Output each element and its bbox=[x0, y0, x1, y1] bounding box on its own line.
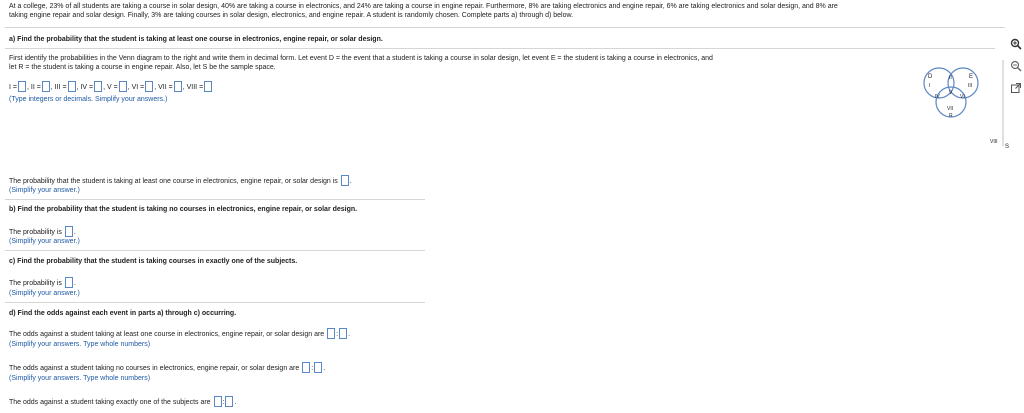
part-d-odds-2-text: The odds against a student taking no courses in electronics, engine repair, or solar design are bbox=[9, 365, 300, 372]
divider bbox=[5, 250, 425, 251]
venn-label-d: D bbox=[928, 74, 933, 80]
region-iii-label: , III = bbox=[50, 84, 67, 91]
part-d-heading: d) Find the odds against each event in parts a) through c) occurring. bbox=[9, 310, 237, 317]
odds-colon: : bbox=[336, 331, 339, 338]
region-i-input[interactable] bbox=[18, 81, 26, 92]
part-a-result-text: The probability that the student is taking at least one course in electronics, engine repair, or solar design is bbox=[9, 178, 338, 185]
venn-region-vi: VI bbox=[960, 94, 965, 100]
venn-label-s: S bbox=[1005, 144, 1010, 150]
venn-region-i: I bbox=[929, 83, 931, 89]
divider bbox=[5, 199, 425, 200]
problem-intro-line1: At a college, 23% of all students are taking a course in solar design, 40% are taking a course in electronics, and 24% are taking a course in engine repair. Furthermore, 8% are taking electronics and engine repair, 6% are taking electronics and solar design, and 8% are bbox=[9, 3, 838, 10]
divider bbox=[5, 27, 1005, 28]
part-d-odds-2: The odds against a student taking no courses in electronics, engine repair, or solar design are : . bbox=[9, 362, 325, 375]
part-b-result: The probability is . bbox=[9, 226, 76, 239]
part-d-odds-2-hint: (Simplify your answers. Type whole numbers) bbox=[9, 375, 151, 382]
venn-label-e: E bbox=[969, 74, 974, 80]
region-iii-input[interactable] bbox=[68, 81, 76, 92]
venn-region-iii: III bbox=[968, 83, 973, 89]
region-ii-label: , II = bbox=[26, 84, 41, 91]
odds-colon: : bbox=[222, 399, 225, 406]
region-viii-input[interactable] bbox=[204, 81, 212, 92]
zoom-in-icon[interactable] bbox=[1010, 38, 1022, 50]
part-c-result-text: The probability is bbox=[9, 280, 62, 287]
part-b-result-hint: (Simplify your answer.) bbox=[9, 238, 80, 245]
part-c-result: The probability is . bbox=[9, 277, 76, 290]
venn-region-vii: VII bbox=[947, 106, 954, 112]
part-a-result: The probability that the student is taking at least one course in electronics, engine repair, or solar design is . bbox=[9, 175, 352, 188]
part-d-odds-1-hint: (Simplify your answers. Type whole numbers) bbox=[9, 341, 151, 348]
odds-1-for-input[interactable] bbox=[339, 328, 347, 339]
odds-1-against-input[interactable] bbox=[327, 328, 335, 339]
zoom-out-icon[interactable] bbox=[1010, 60, 1022, 72]
part-c-heading: c) Find the probability that the student is taking courses in exactly one of the subjects. bbox=[9, 258, 298, 265]
odds-2-for-input[interactable] bbox=[314, 362, 322, 373]
part-a-hint: (Type integers or decimals. Simplify your answers.) bbox=[9, 96, 168, 103]
part-a-instructions-line2: let R = the student is taking a course in engine repair. Also, let S be the sample space. bbox=[9, 64, 276, 71]
region-iv-input[interactable] bbox=[94, 81, 102, 92]
region-vi-input[interactable] bbox=[145, 81, 153, 92]
venn-diagram bbox=[918, 60, 1014, 152]
region-v-label: , V = bbox=[103, 84, 118, 91]
part-a-heading: a) Find the probability that the student is taking at least one course in electronics, engine repair, or solar design. bbox=[9, 36, 383, 43]
part-a-instructions-line1: First identify the probabilities in the Venn diagram to the right and write them in decimal form. Let event D = the event that a student is taking a course in solar design, let event E = the student is taking a course in electronics, and bbox=[9, 55, 713, 62]
venn-region-viii: VIII bbox=[990, 139, 998, 145]
venn-region-v: V bbox=[949, 90, 953, 96]
odds-3-for-input[interactable] bbox=[222, 396, 233, 407]
part-c-probability-input[interactable] bbox=[65, 277, 73, 288]
part-c-result-hint: (Simplify your answer.) bbox=[9, 290, 80, 297]
part-d-odds-3: The odds against a student taking exactly one of the subjects are : . bbox=[9, 396, 236, 409]
venn-input-row bbox=[9, 81, 213, 94]
problem-intro-line2: taking engine repair and solar design. Finally, 3% are taking courses in solar design, electronics, and engine repair. A student is randomly chosen. Complete parts a) through d) below. bbox=[9, 12, 574, 19]
region-ii-input[interactable] bbox=[42, 81, 50, 92]
part-d-odds-1-text: The odds against a student taking at least one course in electronics, engine repair, or solar design are bbox=[9, 331, 325, 338]
region-viii-label: , VIII = bbox=[182, 84, 204, 91]
venn-label-r: R bbox=[949, 113, 953, 119]
part-b-probability-input[interactable] bbox=[65, 226, 73, 237]
venn-region-iv: IV bbox=[935, 94, 940, 100]
divider bbox=[5, 302, 425, 303]
region-vii-label: , VII = bbox=[154, 84, 173, 91]
part-d-odds-3-text: The odds against a student taking exactly one of the subjects are bbox=[9, 399, 211, 406]
part-b-result-text: The probability is bbox=[9, 229, 62, 236]
region-vii-input[interactable] bbox=[174, 81, 182, 92]
odds-2-against-input[interactable] bbox=[302, 362, 310, 373]
odds-colon: : bbox=[311, 365, 314, 372]
part-a-probability-input[interactable] bbox=[341, 175, 349, 186]
region-i-label: I = bbox=[9, 84, 17, 91]
divider bbox=[5, 48, 995, 49]
part-a-result-hint: (Simplify your answer.) bbox=[9, 187, 80, 194]
region-iv-label: , IV = bbox=[76, 84, 94, 91]
popout-icon[interactable] bbox=[1010, 82, 1022, 94]
region-v-input[interactable] bbox=[119, 81, 127, 92]
part-b-heading: b) Find the probability that the student is taking no courses in electronics, engine repair, or solar design. bbox=[9, 206, 358, 213]
part-d-odds-1: The odds against a student taking at least one course in electronics, engine repair, or solar design are : . bbox=[9, 328, 350, 341]
odds-3-against-input[interactable] bbox=[214, 396, 222, 407]
venn-region-ii: II bbox=[949, 75, 952, 81]
region-vi-label: , VI = bbox=[127, 84, 145, 91]
